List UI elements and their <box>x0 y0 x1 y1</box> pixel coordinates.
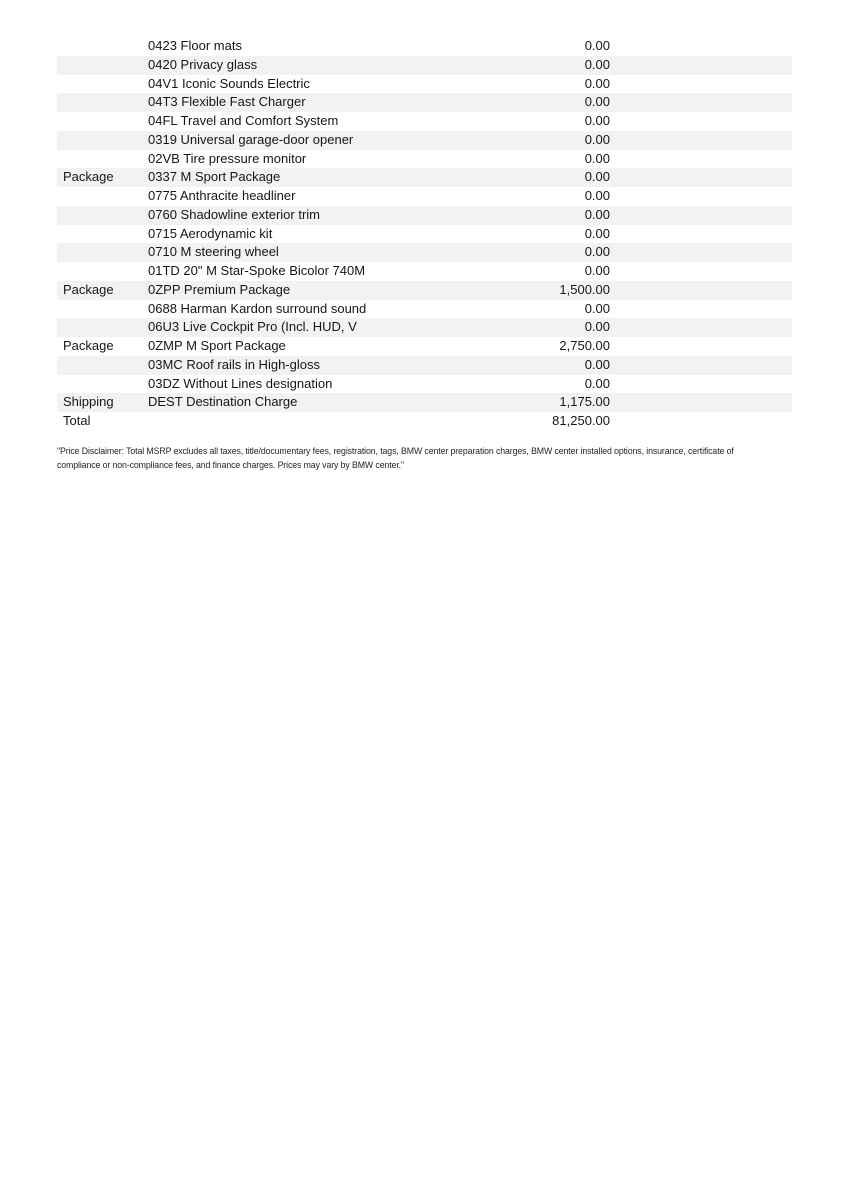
row-price-value: 0.00 <box>584 188 610 203</box>
row-item-code: 01TD <box>148 263 180 278</box>
row-item-desc: Universal garage-door opener <box>180 131 354 147</box>
row-price-value: 0.00 <box>584 169 610 185</box>
row-item-code: 0319 <box>148 131 177 147</box>
row-item-desc: Premium Package <box>183 281 291 297</box>
row-item-text <box>148 112 490 131</box>
row-item-text <box>148 262 490 281</box>
row-item-text <box>148 131 490 150</box>
row-item-code: 04FL <box>148 113 178 128</box>
row-item-desc: Flexible Fast Charger <box>181 94 306 110</box>
row-item-text <box>148 337 490 356</box>
row-item-text <box>148 318 490 337</box>
row-item-desc: Harman Kardon surround sound <box>180 300 367 316</box>
row-item-text <box>148 75 490 94</box>
table-row <box>57 337 792 356</box>
price-disclaimer <box>57 444 734 472</box>
table-row <box>57 356 792 375</box>
row-item-code: 04T3 <box>148 94 178 110</box>
row-item-text <box>148 56 490 75</box>
row-price-value: 0.00 <box>584 319 610 335</box>
row-price-value: 0.00 <box>584 300 610 316</box>
row-item-desc: Privacy glass <box>180 56 258 72</box>
row-item-code: DEST <box>148 394 183 410</box>
table-row <box>57 150 792 169</box>
row-item-desc: M steering wheel <box>180 244 279 260</box>
table-row <box>57 300 792 319</box>
row-item-text <box>148 37 490 56</box>
row-price-value: 0.00 <box>584 38 610 53</box>
row-item-text <box>148 281 490 300</box>
row-price-value: 81,250.00 <box>552 413 610 428</box>
table-row <box>57 75 792 94</box>
table-row <box>57 187 792 206</box>
table-row <box>57 93 792 112</box>
row-item-text <box>148 375 490 394</box>
table-row <box>57 318 792 337</box>
row-item-text <box>148 225 490 244</box>
row-price-value: 0.00 <box>584 356 610 372</box>
row-price-value: 0.00 <box>584 263 610 278</box>
row-price-value: 0.00 <box>584 56 610 72</box>
row-item-text <box>148 356 490 375</box>
row-item-desc: 20" M Star-Spoke Bicolor 740M <box>183 263 366 278</box>
row-price-value: 0.00 <box>584 225 610 241</box>
row-item-code: 06U3 <box>148 319 180 335</box>
row-price-value: 0.00 <box>584 150 610 166</box>
row-item-desc: Anthracite headliner <box>179 188 296 203</box>
row-item-code: 0760 <box>148 206 177 222</box>
row-price-value: 0.00 <box>584 94 610 110</box>
row-item-desc: Without Lines designation <box>183 375 333 391</box>
table-row <box>57 375 792 394</box>
row-price-value: 1,175.00 <box>559 394 610 410</box>
table-row <box>57 243 792 262</box>
row-price-value: 0.00 <box>584 206 610 222</box>
row-item-text <box>148 187 490 206</box>
row-group-label: Package <box>63 281 114 297</box>
row-price-value: 1,500.00 <box>559 281 610 297</box>
row-item-code: 03MC <box>148 356 183 372</box>
row-item-code: 0710 <box>148 244 177 260</box>
row-item-text <box>148 93 490 112</box>
row-item-code: 0337 <box>148 169 177 185</box>
table-row <box>57 412 792 431</box>
row-price-value: 2,750.00 <box>559 338 610 353</box>
table-row <box>57 262 792 281</box>
table-row <box>57 225 792 244</box>
row-item-code: 03DZ <box>148 375 180 391</box>
row-item-text <box>148 300 490 319</box>
row-item-code: 0775 <box>148 188 177 203</box>
row-item-text <box>148 393 490 412</box>
table-row <box>57 393 792 412</box>
row-group-label: Package <box>63 169 114 185</box>
table-row <box>57 168 792 187</box>
table-row <box>57 281 792 300</box>
row-price-value: 0.00 <box>584 75 610 91</box>
row-item-text <box>148 168 490 187</box>
row-item-desc: M Sport Package <box>180 169 281 185</box>
row-item-desc: Destination Charge <box>186 394 298 410</box>
row-item-code: 0715 <box>148 225 177 241</box>
price-disclaimer-line-2: compliance or non-compliance fees, and finance charges. Prices may vary by BMW center." <box>57 460 404 470</box>
row-group-label: Package <box>63 338 114 353</box>
table-row <box>57 131 792 150</box>
row-item-code: 0423 <box>148 38 177 53</box>
table-row <box>57 56 792 75</box>
row-item-desc: Floor mats <box>180 38 242 53</box>
row-item-text <box>148 150 490 169</box>
row-price-value: 0.00 <box>584 375 610 391</box>
row-item-desc: Shadowline exterior trim <box>180 206 320 222</box>
row-price-value: 0.00 <box>584 244 610 260</box>
row-item-desc: Iconic Sounds Electric <box>182 75 310 91</box>
row-group-label: Shipping <box>63 394 114 410</box>
row-item-desc: Live Cockpit Pro (Incl. HUD, V <box>182 319 357 335</box>
row-item-desc: Roof rails in High-gloss <box>186 356 320 372</box>
table-row <box>57 37 792 56</box>
row-item-desc: Aerodynamic kit <box>179 225 273 241</box>
row-price-value: 0.00 <box>584 131 610 147</box>
table-row <box>57 206 792 225</box>
row-item-code: 0ZPP <box>148 281 181 297</box>
row-item-code: 0420 <box>148 56 177 72</box>
pricing-table <box>57 37 792 431</box>
table-row <box>57 112 792 131</box>
row-item-code: 0ZMP <box>148 338 183 353</box>
row-item-desc: Travel and Comfort System <box>180 113 339 128</box>
row-item-code: 02VB <box>148 150 180 166</box>
row-item-code: 0688 <box>148 300 177 316</box>
row-group-label: Total <box>63 413 91 428</box>
row-item-desc: M Sport Package <box>186 338 286 353</box>
row-price-value: 0.00 <box>584 113 610 128</box>
row-item-text <box>148 243 490 262</box>
row-item-desc: Tire pressure monitor <box>183 150 307 166</box>
row-item-code: 04V1 <box>148 75 179 91</box>
price-disclaimer-line-1: "Price Disclaimer: Total MSRP excludes all taxes, title/documentary fees, registration, tags, BMW center preparation charges, BMW center installed options, insurance, certificate of <box>57 446 734 456</box>
row-item-text <box>148 206 490 225</box>
